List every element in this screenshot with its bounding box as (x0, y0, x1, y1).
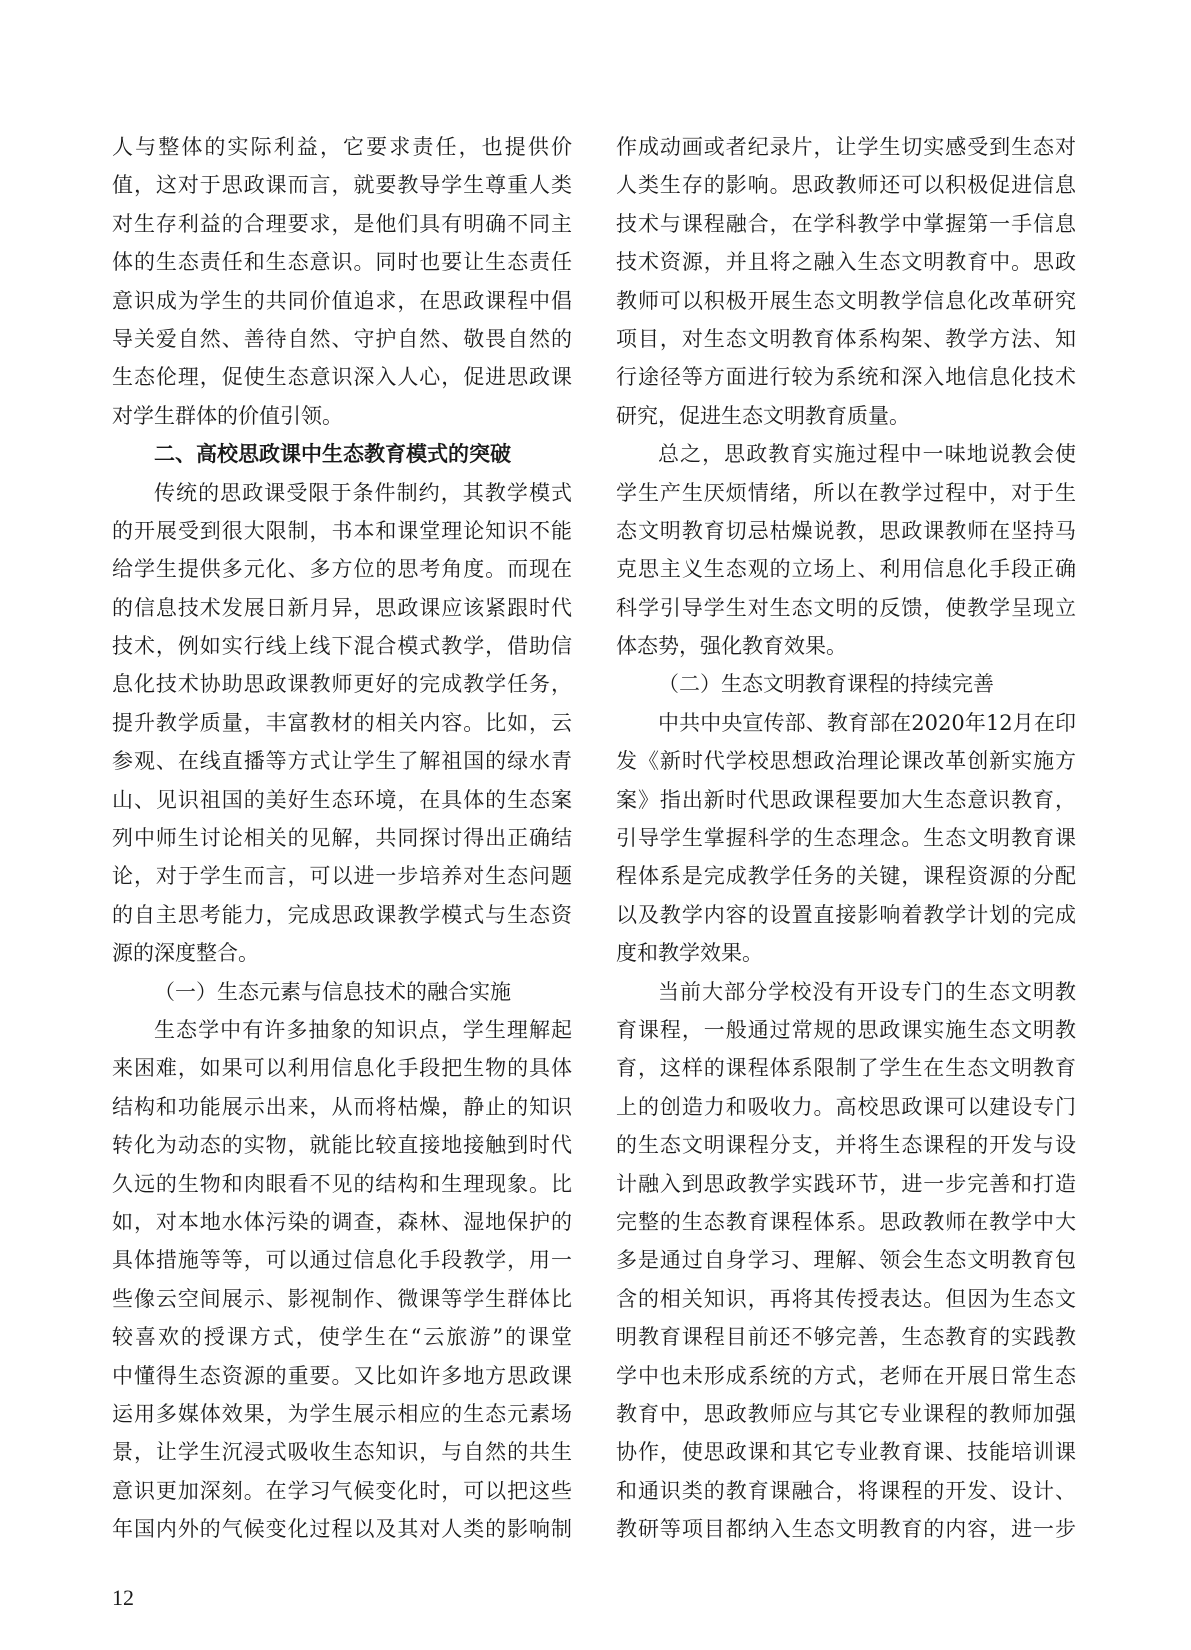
text-line: 运用多媒体效果，为学生展示相应的生态元素场 (112, 1401, 572, 1426)
text-line: 中懂得生态资源的重要。又比如许多地方思政课 (112, 1363, 572, 1388)
text-line: 较喜欢的授课方式，使学生在“云旅游”的课堂 (112, 1325, 572, 1350)
text-line: 息化技术协助思政课教师更好的完成教学任务， (112, 672, 572, 697)
right-column (616, 128, 1076, 1548)
text-line: 中共中央宣传部、教育部在2020年12月在印 (658, 710, 1076, 735)
text-line: 年国内外的气候变化过程以及其对人类的影响制 (112, 1517, 572, 1542)
text-line: 态文明教育切忌枯燥说教，思政课教师在坚持马 (616, 518, 1076, 543)
text-line: 源的深度整合。 (112, 941, 259, 966)
text-line: 意识更加深刻。在学习气候变化时，可以把这些 (112, 1478, 572, 1503)
text-line: 对生存利益的合理要求，是他们具有明确不同主 (112, 211, 572, 236)
text-line: 些像云空间展示、影视制作、微课等学生群体比 (112, 1286, 572, 1311)
text-line: 体的生态责任和生态意识。同时也要让生态责任 (112, 250, 572, 275)
text-line: 案》指出新时代思政课程要加大生态意识教育， (616, 787, 1076, 812)
text-line: 育，这样的课程体系限制了学生在生态文明教育 (616, 1056, 1076, 1081)
text-line: 作成动画或者纪录片，让学生切实感受到生态对 (616, 135, 1076, 159)
text-line: 科学引导学生对生态文明的反馈，使教学呈现立 (616, 595, 1076, 620)
text-line: 的开展受到很大限制，书本和课堂理论知识不能 (112, 518, 572, 543)
text-line: 具体措施等等，可以通过信息化手段教学，用一 (112, 1248, 572, 1273)
text-line: 论，对于学生而言，可以进一步培养对生态问题 (112, 864, 572, 889)
left-column (112, 128, 572, 1548)
text-line: 克思主义生态观的立场上、利用信息化手段正确 (616, 557, 1076, 582)
text-line: 的信息技术发展日新月异，思政课应该紧跟时代 (112, 595, 572, 620)
text-line: 行途径等方面进行较为系统和深入地信息化技术 (616, 365, 1076, 390)
text-line: 以及教学内容的设置直接影响着教学计划的完成 (616, 902, 1076, 927)
text-line: 技术资源，并且将之融入生态文明教育中。思政 (616, 250, 1076, 275)
text-line: 学生产生厌烦情绪，所以在教学过程中，对于生 (616, 480, 1076, 505)
text-line: 上的创造力和吸收力。高校思政课可以建设专门 (616, 1094, 1076, 1119)
text-line: 传统的思政课受限于条件制约，其教学模式 (154, 480, 572, 505)
text-line: 值，这对于思政课而言，就要教导学生尊重人类 (112, 173, 572, 198)
text-line: 结构和功能展示出来，从而将枯燥，静止的知识 (112, 1094, 572, 1119)
text-line: 引导学生掌握科学的生态理念。生态文明教育课 (616, 826, 1076, 851)
text-line: 参观、在线直播等方式让学生了解祖国的绿水青 (112, 749, 572, 774)
text-line: 研究，促进生态文明教育质量。 (616, 403, 910, 428)
text-line: 列中师生讨论相关的见解，共同探讨得出正确结 (112, 826, 572, 851)
text-line: 程体系是完成教学任务的关键，课程资源的分配 (616, 864, 1076, 889)
section-heading: 二、高校思政课中生态教育模式的突破 (154, 441, 511, 467)
text-line: 技术，例如实行线上线下混合模式教学，借助信 (112, 634, 572, 659)
text-line: 给学生提供多元化、多方位的思考角度。而现在 (112, 557, 572, 582)
text-line: 人与整体的实际利益，它要求责任，也提供价 (112, 135, 572, 159)
text-line: 山、见识祖国的美好生态环境，在具体的生态案 (112, 787, 572, 812)
text-line: 和通识类的教育课融合，将课程的开发、设计、 (616, 1478, 1076, 1503)
text-line: 体态势，强化教育效果。 (616, 634, 847, 659)
text-line: 技术与课程融合，在学科教学中掌握第一手信息 (616, 211, 1076, 236)
text-line: 人类生存的影响。思政教师还可以积极促进信息 (616, 173, 1076, 198)
text-line: 教师可以积极开展生态文明教学信息化改革研究 (616, 288, 1076, 313)
text-line: 项目，对生态文明教育体系构架、教学方法、知 (616, 326, 1076, 351)
text-line: 意识成为学生的共同价值追求，在思政课程中倡 (112, 288, 572, 313)
text-line: 的自主思考能力，完成思政课教学模式与生态资 (112, 902, 572, 927)
text-line: 转化为动态的实物，就能比较直接地接触到时代 (112, 1133, 572, 1158)
text-line: 提升教学质量，丰富教材的相关内容。比如，云 (112, 710, 572, 735)
text-line: 协作，使思政课和其它专业教育课、技能培训课 (616, 1440, 1076, 1465)
text-line: 度和教学效果。 (616, 941, 763, 966)
text-line: 当前大部分学校没有开设专门的生态文明教 (658, 979, 1076, 1004)
text-line: 完整的生态教育课程体系。思政教师在教学中大 (616, 1209, 1076, 1234)
text-line: 如，对本地水体污染的调查，森林、湿地保护的 (112, 1209, 572, 1234)
text-line: 学中也未形成系统的方式，老师在开展日常生态 (616, 1363, 1076, 1388)
text-line: 生态伦理，促使生态意识深入人心，促进思政课 (112, 365, 572, 390)
page-number: 12 (112, 1585, 134, 1610)
text-line: 导关爱自然、善待自然、守护自然、敬畏自然的 (112, 326, 572, 351)
text-line: 教育中，思政教师应与其它专业课程的教师加强 (616, 1401, 1076, 1426)
text-line: 生态学中有许多抽象的知识点，学生理解起 (154, 1017, 572, 1042)
text-line: 明教育课程目前还不够完善，生态教育的实践教 (616, 1325, 1076, 1350)
text-line: 含的相关知识，再将其传授表达。但因为生态文 (616, 1286, 1076, 1311)
text-line: 计融入到思政教学实践环节，进一步完善和打造 (616, 1171, 1076, 1196)
text-line: 景，让学生沉浸式吸收生态知识，与自然的共生 (112, 1440, 572, 1465)
text-line: 久远的生物和肉眼看不见的结构和生理现象。比 (112, 1171, 572, 1196)
text-line: 的生态文明课程分支，并将生态课程的开发与设 (616, 1133, 1076, 1158)
subsection-heading: （二）生态文明教育课程的持续完善 (658, 672, 994, 697)
text-line: 发《新时代学校思想政治理论课改革创新实施方 (616, 749, 1076, 774)
text-line: 来困难，如果可以利用信息化手段把生物的具体 (112, 1056, 572, 1081)
subsection-heading: （一）生态元素与信息技术的融合实施 (154, 979, 511, 1004)
text-line: 教研等项目都纳入生态文明教育的内容，进一步 (616, 1517, 1076, 1542)
text-line: 育课程，一般通过常规的思政课实施生态文明教 (616, 1017, 1076, 1042)
text-line: 对学生群体的价值引领。 (112, 403, 343, 428)
text-line: 多是通过自身学习、理解、领会生态文明教育包 (616, 1248, 1076, 1273)
text-line: 总之，思政教育实施过程中一味地说教会使 (658, 442, 1076, 467)
